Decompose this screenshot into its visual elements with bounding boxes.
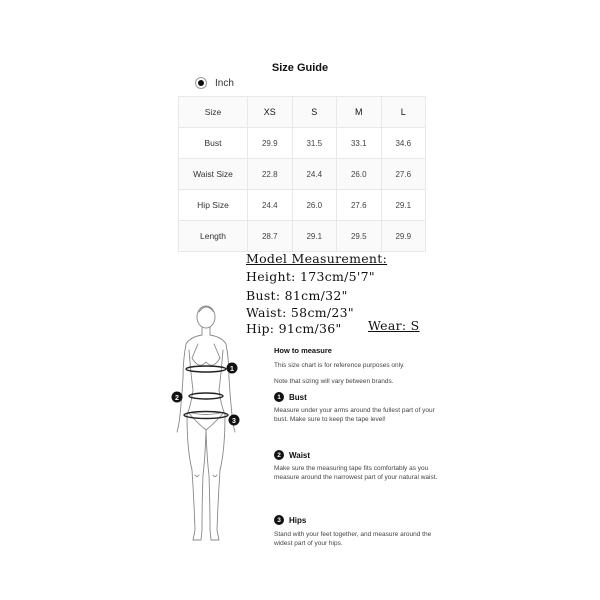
model-wear-size: Wear: S <box>368 318 420 333</box>
table-row <box>179 221 426 252</box>
table-cell: 33.1 <box>337 128 382 159</box>
size-table <box>178 96 426 252</box>
step-bust <box>274 392 307 402</box>
step-hips <box>274 515 306 525</box>
table-header-cell: M <box>337 97 382 128</box>
step-title: Hips <box>289 515 307 525</box>
step-number-badge: 2 <box>274 450 284 460</box>
how-to-measure-title: How to measure <box>274 346 332 355</box>
table-cell: 24.4 <box>248 190 293 221</box>
table-cell: 34.6 <box>381 128 426 159</box>
table-cell: 26.0 <box>337 159 382 190</box>
table-header-cell: Size <box>179 97 248 128</box>
svg-text:2: 2 <box>175 395 179 402</box>
row-label: Waist Size <box>179 159 248 190</box>
table-cell: 29.9 <box>381 221 426 252</box>
step-description: Stand with your feet together, and measure around the widest part of your hips. <box>274 531 432 547</box>
row-label: Length <box>179 221 248 252</box>
svg-text:3: 3 <box>232 418 236 425</box>
radio-selected-icon <box>195 77 207 89</box>
table-cell: 26.0 <box>292 190 337 221</box>
step-waist <box>274 450 310 460</box>
table-row <box>179 128 426 159</box>
table-cell: 29.1 <box>292 221 337 252</box>
table-cell: 24.4 <box>292 159 337 190</box>
step-number-badge: 1 <box>274 392 284 402</box>
body-figure-illustration <box>162 300 252 555</box>
model-hip: Hip: 91cm/36" <box>246 321 342 336</box>
table-header-row <box>179 97 426 128</box>
table-cell: 22.8 <box>248 159 293 190</box>
model-height: Height: 173cm/5'7" <box>246 269 375 284</box>
table-row <box>179 190 426 221</box>
unit-radio-inch[interactable] <box>195 77 234 89</box>
step-title: Waist <box>289 450 311 460</box>
table-cell: 29.9 <box>248 128 293 159</box>
table-header-cell: S <box>292 97 337 128</box>
model-bust: Bust: 81cm/32" <box>246 288 348 303</box>
step-title: Bust <box>289 392 307 402</box>
table-header-cell: XS <box>248 97 293 128</box>
table-cell: 28.7 <box>248 221 293 252</box>
model-waist: Waist: 58cm/23" <box>246 305 354 320</box>
brand-note: Note that sizing will vary between brands. <box>274 378 394 385</box>
row-label: Bust <box>179 128 248 159</box>
size-guide-title: Size Guide <box>271 62 329 74</box>
step-number-badge: 3 <box>274 515 284 525</box>
table-cell: 27.6 <box>381 159 426 190</box>
unit-label: Inch <box>215 77 234 89</box>
table-cell: 29.5 <box>337 221 382 252</box>
table-header-cell: L <box>381 97 426 128</box>
table-row <box>179 159 426 190</box>
table-cell: 31.5 <box>292 128 337 159</box>
svg-text:1: 1 <box>230 366 234 373</box>
model-measurement-title: Model Measurement: <box>246 251 388 266</box>
step-description: Measure under your arms around the fullest part of your bust. Make sure to keep the tape level! <box>274 407 435 423</box>
reference-note: This size chart is for reference purposes only. <box>274 362 405 369</box>
table-cell: 29.1 <box>381 190 426 221</box>
step-description: Make sure the measuring tape fits comfortably as you measure around the narrowest part of your natural waist. <box>274 465 438 481</box>
table-cell: 27.6 <box>337 190 382 221</box>
row-label: Hip Size <box>179 190 248 221</box>
